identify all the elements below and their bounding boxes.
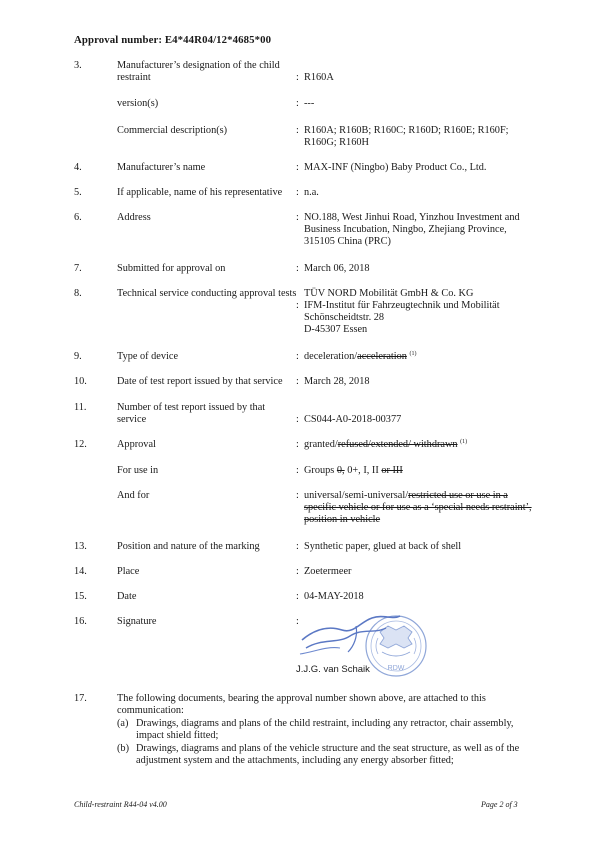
colon: : [296,300,299,311]
item-label: Signature [117,616,157,627]
signature-stamp-image [296,608,446,688]
item-label: If applicable, name of his representative [117,187,283,198]
colon: : [296,125,299,136]
item-value-line: IFM-Institut für Fahrzeugtechnik und Mobilität [304,300,500,311]
colon: : [296,351,299,362]
colon: : [296,616,299,627]
item-value: MAX-INF (Ningbo) Baby Product Co., Ltd. [304,162,487,173]
item-label: Date of test report issued by that service [117,376,283,387]
item-value [304,465,536,477]
item-value [304,351,536,363]
item-label: Type of device [117,351,179,362]
colon: : [296,439,299,450]
item-number: 10. [74,376,87,387]
colon: : [296,541,299,552]
colon: : [296,263,299,274]
colon: : [296,98,299,109]
item-label: The following documents, bearing the approval number shown above, are attached to this communication: [117,693,486,717]
item-label: For use in [117,465,159,476]
colon: : [296,465,299,476]
colon: : [296,490,299,501]
item-label: Number of test report issued by that service [117,402,266,426]
item-number: 14. [74,566,87,577]
item-label: Manufacturer’s name [117,162,206,173]
value-text: deceleration/ [304,351,358,362]
item-number: 4. [74,162,82,173]
struck-value-text: refused/extended/ withdrawn [337,439,458,450]
colon: : [296,376,299,387]
item-label: Address [117,212,151,223]
item-number: 8. [74,288,82,299]
item-value: n.a. [304,187,319,198]
rdw-stamp-icon [366,616,426,676]
sub-item-text: Drawings, diagrams and plans of the child restraint, including any retractor, chair assembly, impact shield fitted; [136,718,514,742]
item-number: 3. [74,60,82,71]
item-label: Date [117,591,137,602]
footnote-marker: (1) [460,439,468,445]
item-value: --- [304,98,315,109]
item-number: 16. [74,616,87,627]
item-label: version(s) [117,98,159,109]
item-value [304,439,536,451]
item-label: Submitted for approval on [117,263,226,274]
item-number: 15. [74,591,87,602]
approval-number-heading: Approval number: E4*44R04/12*4685*00 [74,34,272,46]
item-value: March 28, 2018 [304,376,370,387]
item-number: 6. [74,212,82,223]
item-value: R160A; R160B; R160C; R160D; R160E; R160F; R160G; R160H [304,125,509,149]
item-label: Position and nature of the marking [117,541,260,552]
colon: : [296,591,299,602]
item-number: 7. [74,263,82,274]
item-label: Place [117,566,140,577]
sub-item-marker: (b) [117,743,130,754]
colon: : [296,162,299,173]
item-value-line: TÜV NORD Mobilität GmbH & Co. KG [304,288,474,299]
item-number: 13. [74,541,87,552]
item-number: 12. [74,439,87,450]
sub-item-marker: (a) [117,718,129,729]
colon: : [296,566,299,577]
item-value: Zoetermeer [304,566,352,577]
footnote-marker: (1) [409,351,417,357]
item-label: Approval [117,439,156,450]
item-value-line: Schönscheidtstr. 28 [304,312,385,323]
colon: : [296,72,299,83]
footer-page-number: Page 2 of 3 [481,800,518,809]
item-number: 11. [74,402,87,413]
item-label: Technical service conducting approval tests [117,288,297,299]
stamp-text: RDW [387,665,405,672]
colon: : [296,187,299,198]
item-value: March 06, 2018 [304,263,370,274]
item-label: Commercial description(s) [117,125,228,136]
colon: : [296,414,299,425]
item-number: 5. [74,187,82,198]
item-value: CS044-A0-2018-00377 [304,414,402,425]
value-text: 0+, I, II [344,465,382,476]
item-value: R160A [304,72,334,83]
struck-value-text: 0, [336,465,345,476]
value-text: Groups [304,465,337,476]
item-value: NO.188, West Jinhui Road, Yinzhou Investment and Business Incubation, Ningbo, Zhejiang Province, 315105 China (PRC) [304,212,520,248]
struck-value-text: or III [381,465,403,476]
item-value: 04-MAY-2018 [304,591,364,602]
item-label: And for [117,490,150,501]
value-text: granted/ [304,439,338,450]
item-number: 17. [74,693,87,704]
item-value [304,490,536,527]
footer-document-name: Child-restraint R44-04 v4.00 [74,800,167,809]
item-label: Manufacturer’s designation of the child restraint [117,60,280,84]
signer-name: J.J.G. van Schaik [296,664,370,675]
item-value-line: D-45307 Essen [304,324,368,335]
item-number: 9. [74,351,82,362]
struck-value-text: restricted use or use in a specific vehicle or for use as a ‘special needs restraint’, position in vehicle [304,490,532,526]
struck-value-text: acceleration [357,351,407,362]
value-text: universal/semi-universal/ [304,490,409,501]
colon: : [296,212,299,223]
sub-item-text: Drawings, diagrams and plans of the vehicle structure and the seat structure, as well as of the adjustment system and the attachments, including any energy absorber fitted; [136,743,520,767]
item-value: Synthetic paper, glued at back of shell [304,541,462,552]
